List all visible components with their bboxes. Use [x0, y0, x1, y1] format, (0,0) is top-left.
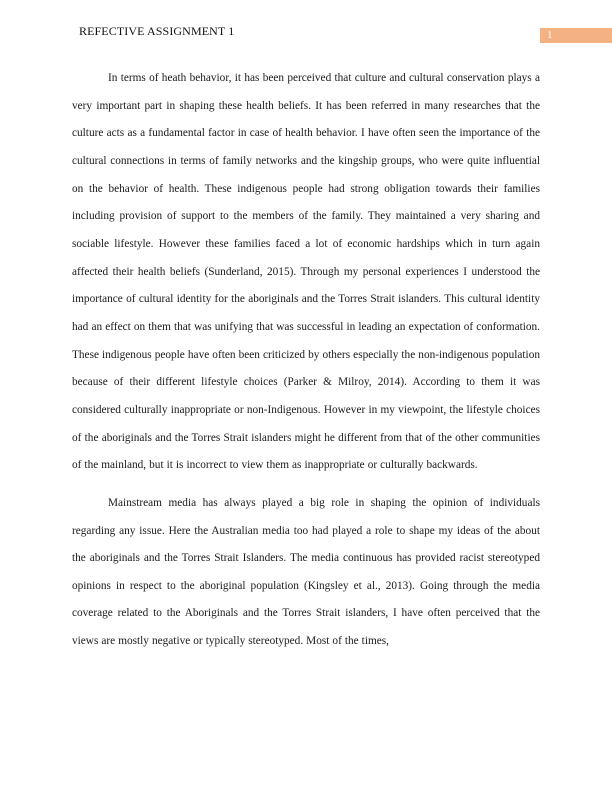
running-header-title: REFECTIVE ASSIGNMENT 1 [79, 24, 235, 38]
body-paragraph: Mainstream media has always played a big role in shaping the opinion of individuals regarding any issue. Here the Australian media too had played a role to shape my ideas of the about the aboriginals and the Torres Strait Islanders. The media continuous has provided racist stereotyped opinions in respect to the aboriginal population (Kingsley et al., 2013). Going through the media coverage related to the Aboriginals and the Torres Strait islanders, I have often perceived that the views are mostly negative or typically stereotyped. Most of the times, [72, 496, 540, 648]
body-paragraph: In terms of heath behavior, it has been perceived that culture and cultural conservation plays a very important part in shaping these health beliefs. It has been referred in many researches that the culture acts as a fundamental factor in case of health behavior. I have often seen the importance of the cultural connections in terms of family networks and the kingship groups, who were quite influential on the behavior of health. These indigenous people had strong obligation towards their families including provision of support to the members of the family. They maintained a very sharing and sociable lifestyle. However these families faced a lot of economic hardships which in turn again affected their health beliefs (Sunderland, 2015). Through my personal experiences I understood the importance of cultural identity for the aboriginals and the Torres Strait islanders. This cultural identity had an effect on them that was unifying that was successful in leading an expectation of conformation. These indigenous people have often been criticized by others especially the non-indigenous population because of their different lifestyle choices (Parker & Milroy, 2014). According to them it was considered culturally inappropriate or non-Indigenous. However in my viewpoint, the lifestyle choices of the aboriginals and the Torres Strait islanders might he different from that of the other communities of the mainland, but it is incorrect to view them as inappropriate or culturally backwards. [72, 72, 540, 472]
document-body [72, 65, 540, 656]
page-number: 1 [547, 29, 553, 41]
page-number-badge [540, 28, 612, 43]
